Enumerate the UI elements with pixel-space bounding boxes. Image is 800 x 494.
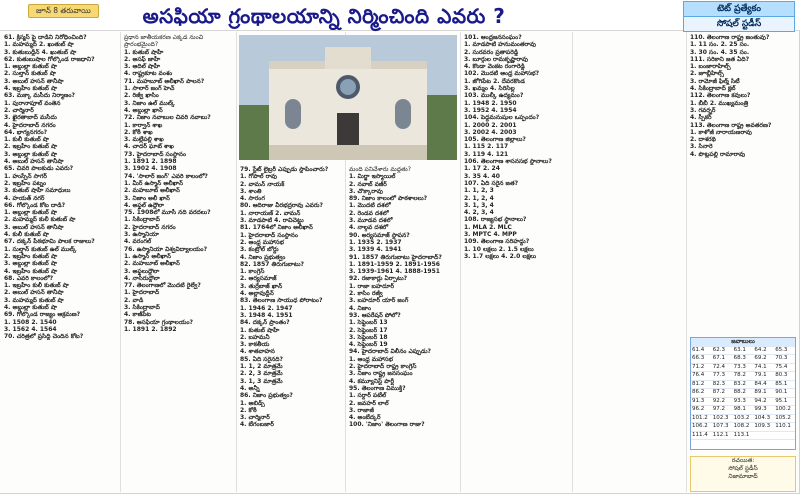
question-text: 3. అఫ్జలుద్దౌలా bbox=[124, 267, 160, 275]
question-text: 1. సర్దార్ పటేల్ bbox=[349, 392, 387, 400]
question-text: 1. కాంగ్రెస్ bbox=[240, 268, 265, 276]
answer-cell: 82.3 bbox=[712, 380, 733, 389]
question-text: 3. ఆదిల్ షాహీ bbox=[124, 63, 161, 71]
question-text: 1. సాలార్ జంగ్ హెచ్ bbox=[124, 85, 175, 93]
question-text: 3. కుతుబ్ షాహీ సమాధులు bbox=[4, 187, 71, 195]
answer-row bbox=[691, 347, 795, 355]
question-text: 2. నవాబ్ వజీర్ bbox=[349, 180, 387, 188]
question-text: 102. మొదటి ఆంధ్ర మహాసభ? bbox=[464, 70, 540, 78]
answer-cell: 71.2 bbox=[691, 363, 712, 372]
question-text: 4. స్పీకర్ bbox=[690, 114, 712, 122]
question-text: 3. నిజాం రాష్ట్ర జనసంఘం bbox=[349, 370, 413, 378]
question-text: 3. నిజాం అలీ ఖాన్ bbox=[124, 194, 170, 202]
column-2 bbox=[124, 34, 234, 490]
question-text: 1. 1935 2. 1937 bbox=[349, 238, 402, 246]
answer-cell: 80.3 bbox=[774, 372, 795, 381]
question-text: 2. చార్మినార్ bbox=[4, 106, 34, 114]
answer-cell: 98.1 bbox=[733, 406, 754, 415]
answer-cell: 73.3 bbox=[733, 363, 754, 372]
column-3 bbox=[240, 166, 344, 490]
question-text: 1. కార్వాన్ శాఖ bbox=[124, 121, 163, 129]
question-text: 92. రజాకార్లు ఏర్పాటు? bbox=[349, 275, 408, 283]
question-text: 86. నిజాం ప్రభుత్వం? bbox=[240, 392, 293, 400]
question-text: 94. హైదరాబాద్ విలీనం ఎప్పుడు? bbox=[349, 348, 432, 356]
answer-cell: 106.2 bbox=[691, 423, 712, 432]
question-text: 90. అర్యసమాజ్ స్థాపన? bbox=[349, 231, 410, 239]
answer-cell bbox=[774, 431, 795, 440]
question-text: 1. అబ్దుల్లా కుతుబ్ షా bbox=[4, 209, 58, 217]
question-text: 3. 1.7 లక్షలు 4. 2.0 లక్షలు bbox=[464, 252, 537, 260]
question-text: 3. అబ్దుల్లా కుతుబ్ షా bbox=[4, 150, 58, 158]
question-text: 2. ఇబ్రహీం పట్నం bbox=[4, 179, 47, 187]
question-text: 4. సారంగ bbox=[240, 195, 265, 203]
question-text: 113. తెలంగాణ రాష్ట్ర అవతరణ? bbox=[690, 121, 772, 129]
question-text: 112. తెలంగాణ కవులు? bbox=[690, 92, 751, 100]
question-text: 3. కంట్రోల్ బోర్డు bbox=[240, 246, 279, 254]
question-text: 4. అఫ్జల్ ఉద్దౌలా bbox=[124, 201, 165, 209]
question-text: 109. తెలంగాణ సరిహద్దు? bbox=[464, 238, 530, 246]
question-text: 4. హైదరాబాద్ నగరం bbox=[4, 121, 56, 129]
question-text: 2. హైదరాబాద్ నగరం bbox=[124, 223, 176, 231]
question-text: 106. తెలంగాణ శాసనసభ స్థానాలు? bbox=[464, 158, 552, 166]
question-text: 62. కుతుబుషాల గోల్కొండ రాజధాని? bbox=[4, 55, 95, 63]
question-text: 3. 1902 4. 1908 bbox=[124, 165, 177, 173]
question-text: 89. నిజాం కాలంలో పాఠశాలలు? bbox=[349, 195, 428, 203]
header-band bbox=[0, 0, 800, 31]
question-text: 2. అబుల్ హసన్ తానీషా bbox=[4, 289, 64, 297]
question-text: 3. చార్మినార్ bbox=[240, 414, 270, 422]
question-text: 1. 1891-1959 2. 1891-1956 bbox=[349, 260, 440, 268]
question-text: 1. హుస్సేన్ సాగర్ bbox=[4, 172, 47, 180]
answer-cell: 64.2 bbox=[753, 347, 774, 355]
answer-cell: 75.4 bbox=[774, 363, 795, 372]
question-text: 2. సుల్తాన్ కుతుబ్ షా bbox=[4, 70, 56, 78]
question-text: 1. ఉస్మాన్ అలీఖాన్ bbox=[124, 252, 171, 260]
question-text: 1. బీబీ 2. ముఖ్యమంత్రి bbox=[690, 99, 749, 107]
column-divider bbox=[686, 32, 687, 492]
question-text: 3. అబ్దుల్లా కుతుబ్ షా bbox=[4, 260, 58, 268]
credit-line-2: సోషల్ స్టడీస్ bbox=[728, 465, 758, 472]
answer-cell: 99.3 bbox=[753, 406, 774, 415]
question-text: 79. స్టేట్ లైబ్రరీ ఎప్పుడు స్థాపించారు? bbox=[240, 166, 329, 173]
answer-cell: 112.1 bbox=[712, 431, 733, 440]
question-text: 2. కాసిం రజ్వీ bbox=[349, 290, 383, 298]
answer-cell: 89.1 bbox=[753, 389, 774, 398]
answer-cell: 68.3 bbox=[733, 355, 754, 364]
question-text: 4. ఇబ్రహీం కుతుబ్ షా bbox=[4, 267, 58, 275]
question-text: 4. అంబేద్కర్ bbox=[349, 414, 381, 422]
question-text: 2. మహబూబ్ అలీఖాన్ bbox=[124, 260, 180, 268]
question-text: 4. రాష్ట్రకూట వంశం bbox=[124, 70, 173, 78]
question-text: 2. సెప్టెంబర్ 17 bbox=[349, 326, 388, 334]
question-text: 4. చాదర్ ఘాట్ శాఖ bbox=[124, 143, 174, 151]
option-text: మంది పనిచేశారు మద్దతు? bbox=[349, 166, 411, 173]
question-text: 73. హైదరాబాద్ సంస్థానం bbox=[124, 150, 187, 158]
question-text: 4. హయత్ నగర్ bbox=[4, 194, 45, 202]
answer-row bbox=[691, 431, 795, 440]
question-text: 2. కోఠీ శాఖ bbox=[124, 128, 153, 136]
question-text: 4. కమ్యూనిస్ట్ పార్టీ bbox=[349, 377, 395, 385]
answer-cell: 77.3 bbox=[712, 372, 733, 381]
column-6 bbox=[690, 34, 796, 332]
answer-row bbox=[691, 380, 795, 389]
question-text: 3. మాడపాటి 4. రావిచెట్టు bbox=[240, 217, 304, 225]
question-text: 3. శాంతి bbox=[240, 187, 262, 195]
question-text: 3. 1939-1961 4. 1888-1951 bbox=[349, 268, 440, 276]
question-text: 4. 2, 3, 4 bbox=[464, 209, 494, 217]
question-text: 1. 1508 2. 1540 bbox=[4, 318, 57, 326]
question-text: 1. నారాయణ్ 2. వామన్ bbox=[240, 209, 301, 217]
question-text: 71. మహబూబ్ అలీఖాన్ పాలన? bbox=[124, 77, 205, 85]
question-text: 3. సికింద్రాబాద్ bbox=[124, 303, 160, 311]
question-text: 2. కోఠీ bbox=[240, 406, 257, 414]
question-text: 1. రాజా బహదూర్ bbox=[349, 282, 395, 290]
question-text: 2. ఇబ్రహీం కుతుబ్ షా bbox=[4, 252, 58, 260]
question-text: 1. 1, 2 మాత్రమే bbox=[240, 363, 283, 371]
answer-cell: 85.1 bbox=[774, 380, 795, 389]
question-text: 2. హైదరాబాద్ రాష్ట్ర కాంగ్రెస్ bbox=[349, 363, 417, 371]
question-text: 2. రిజ్వీ ఖాసిం bbox=[124, 92, 159, 100]
answer-cell: 104.3 bbox=[753, 414, 774, 423]
question-text: 84. దక్కన్ ప్రాంతం? bbox=[240, 319, 290, 327]
question-text: 77. తెలంగాణలో మొదటి రైల్వే? bbox=[124, 282, 201, 290]
answer-key-title: జవాబులు bbox=[691, 338, 795, 346]
question-text: 3. అబుల్ హసన్ తానీషా bbox=[4, 77, 64, 85]
question-text: 2. జవహర్ లాల్ bbox=[349, 399, 389, 407]
answer-cell: 90.1 bbox=[774, 389, 795, 398]
question-text: 81. 1764లో నిజాం అలీఖాన్ bbox=[240, 224, 313, 232]
column-divider bbox=[572, 32, 573, 492]
question-text: 1. మీర్ ఉస్మాన్ అలీఖాన్ bbox=[124, 179, 183, 187]
question-text: 74. 'సాలార్ జంగ్' ఎవరి కాలంలో? bbox=[124, 172, 208, 180]
date-chip: జూన్ 8 తరువాయి bbox=[28, 4, 99, 18]
answer-cell: 107.3 bbox=[712, 423, 733, 432]
question-text: 64. భాగ్యనగరం? bbox=[4, 128, 48, 136]
building-illustration bbox=[239, 35, 457, 160]
question-text: 1. ఆంధ్ర మహాసభ bbox=[349, 355, 393, 363]
question-text: 1. 1946 2. 1947 bbox=[240, 304, 293, 312]
answer-cell: 91.3 bbox=[691, 397, 712, 406]
answer-cell: 79.1 bbox=[753, 372, 774, 381]
column-divider bbox=[120, 32, 121, 492]
question-text: 2. 1, 2, 4 bbox=[464, 194, 494, 202]
question-text: 4. అబ్దుల్లా ఖాన్ bbox=[124, 106, 163, 114]
question-text: 3. 119 4. 121 bbox=[464, 150, 509, 158]
question-text: 4. కాజీపేట bbox=[124, 311, 152, 319]
answer-cell: 63.1 bbox=[733, 347, 754, 355]
answer-cell: 83.2 bbox=[733, 380, 754, 389]
question-text: 83. తెలంగాణ సాయుధ పోరాటం? bbox=[240, 297, 323, 305]
page-headline: అసఫియా గ్రంథాలయాన్ని నిర్మించింది ఎవరు ? bbox=[142, 4, 506, 28]
question-text: 2. ఆంధ్ర మహాసభ bbox=[240, 238, 284, 246]
question-text: 3. ఉస్మానియా bbox=[124, 231, 159, 239]
option-text: ప్రధాన జాతీయకరణ ఎక్కడ నుంచి bbox=[124, 34, 204, 41]
question-text: 100. 'నిజాం' తెలంగాణ రాజు? bbox=[349, 421, 425, 429]
question-text: 3. 1, 3, 4 bbox=[464, 201, 494, 209]
question-text: 3. ఖైరతాబాద్ మసీదు bbox=[4, 114, 57, 122]
credit-line-3: నిజామాబాద్ bbox=[728, 473, 758, 480]
answer-row bbox=[691, 355, 795, 364]
question-text: 3. 1939 4. 1941 bbox=[349, 246, 402, 254]
column-4 bbox=[349, 166, 457, 490]
question-text: 4. నాల్గవ దశలో bbox=[349, 224, 389, 232]
question-text: 4. అన్నీ bbox=[240, 384, 260, 392]
answer-row bbox=[691, 406, 795, 415]
question-text: 1. మిర్జా ఇస్మాయిల్ bbox=[349, 173, 396, 181]
question-text: 1. మహమ్మద్ 2. ఖుతుబ్ షా bbox=[4, 41, 74, 49]
question-text: 2. జూబ్లీహిల్స్ bbox=[690, 70, 724, 78]
question-text: 1. పురానాపూల్ వంతెన bbox=[4, 99, 61, 107]
question-text: 1. కుతుబ్ షాహీ bbox=[124, 48, 164, 56]
question-text: 3. 1, 3 మాత్రమే bbox=[240, 377, 283, 385]
question-text: 3. మూడవ దశలో bbox=[349, 217, 393, 225]
question-text: 3. 1562 4. 1564 bbox=[4, 325, 57, 333]
question-text: 3. కుతుబుద్దీన్ 4. ఖుతుబ్ షా bbox=[4, 48, 77, 56]
question-text: 1. హైదరాబాద్ సంస్థానం bbox=[240, 231, 298, 239]
answer-cell: 67.1 bbox=[712, 355, 733, 364]
question-text: 1. సుల్తాన్ కుతుబ్ ఉల్ ముల్క్ bbox=[4, 245, 77, 253]
answer-row bbox=[691, 414, 795, 423]
question-text: 3. నిజాం ఉల్ ముల్క్ bbox=[124, 99, 175, 107]
question-text: 3. 35 4. 40 bbox=[464, 172, 500, 180]
question-text: 75. 1908లో మూసీ నది వరదలు? bbox=[124, 209, 211, 217]
question-text: 3. రాజాజీ bbox=[349, 406, 374, 414]
answer-cell: 84.4 bbox=[753, 380, 774, 389]
answer-cell: 76.4 bbox=[691, 372, 712, 381]
section-tag-subject: సోషల్ స్టడీస్ bbox=[683, 16, 795, 32]
question-text: 4. బేగంబజార్ bbox=[240, 421, 274, 429]
question-text: 3. 1952 4. 1954 bbox=[464, 106, 517, 114]
question-text: 69. గోల్కొండ రాజ్యం ఆక్రమణ? bbox=[4, 311, 81, 319]
question-text: 4. పొట్లపల్లి రామారావు bbox=[690, 150, 746, 158]
question-text: 1. మాడపాటి హనుమంతరావు bbox=[464, 41, 536, 49]
question-text: 4. నాసిరుద్దౌలా bbox=[124, 274, 160, 282]
question-text: 76. ఉస్మానియా విశ్వవిద్యాలయం? bbox=[124, 245, 208, 253]
question-text: 1. 1948 2. 1950 bbox=[464, 99, 517, 107]
question-text: 68. ఎవరి కాలంలో? bbox=[4, 274, 54, 282]
column-1 bbox=[4, 34, 118, 490]
answer-key-table bbox=[690, 337, 796, 450]
question-text: 3. 1948 4. 1951 bbox=[240, 311, 293, 319]
answer-row bbox=[691, 423, 795, 432]
question-text: 63. మక్కా మసీదు నిర్మాణం? bbox=[4, 92, 76, 100]
answer-cell: 62.3 bbox=[712, 347, 733, 355]
answer-cell: 100.2 bbox=[774, 406, 795, 415]
question-text: 2. రెండవ దశలో bbox=[349, 209, 389, 217]
question-text: 3. సెప్టెంబర్ 18 bbox=[349, 333, 388, 341]
question-text: 1. సికింద్రాబాద్ bbox=[124, 216, 160, 224]
answer-cell: 113.1 bbox=[733, 431, 754, 440]
answer-cell: 96.2 bbox=[691, 406, 712, 415]
question-text: 3. రామోజీ ఫిల్మ్ సిటీ bbox=[690, 77, 740, 85]
answer-cell: 66.3 bbox=[691, 355, 712, 364]
question-text: 3. బహదూర్ యార్ జంగ్ bbox=[349, 297, 409, 305]
question-text: 1. సెప్టెంబర్ 13 bbox=[349, 319, 388, 327]
question-text: 2. 2, 3 మాత్రమే bbox=[240, 370, 283, 378]
question-text: 4. కులీ కుతుబ్ షా bbox=[4, 231, 49, 239]
question-text: 3. మహమ్మద్ కుతుబ్ షా bbox=[4, 296, 64, 304]
question-text: 110. తెలంగాణ రాష్ట్ర జంతువు? bbox=[690, 34, 770, 41]
option-text: ప్రారంభమైంది? bbox=[124, 41, 159, 49]
answer-cell: 87.2 bbox=[712, 389, 733, 398]
question-text: 2. ఆర్యసమాజ్ bbox=[240, 275, 277, 283]
answer-cell: 78.2 bbox=[733, 372, 754, 381]
question-text: 105. తెలంగాణ జిల్లాలు? bbox=[464, 136, 526, 144]
question-text: 2. ఇబ్రహీం కుతుబ్ షా bbox=[4, 143, 58, 151]
answer-cell: 69.2 bbox=[753, 355, 774, 364]
answer-cell: 94.2 bbox=[753, 397, 774, 406]
question-text: 70. చరిత్రలో ప్రసిద్ధి చెందిన కోట? bbox=[4, 333, 84, 341]
question-text: 85. ఏది సరైనది? bbox=[240, 355, 284, 363]
answer-cell: 109.3 bbox=[753, 423, 774, 432]
question-text: 67. దక్కన్ పీఠభూమి పాలక రాజులు? bbox=[4, 238, 95, 246]
question-text: 91. 1857 తిరుగుబాటు హైదరాబాద్? bbox=[349, 253, 442, 261]
question-text: 1. 1891 2. 1898 bbox=[124, 158, 177, 166]
answer-cell: 74.1 bbox=[753, 363, 774, 372]
question-text: 107. ఏది సరైన జత? bbox=[464, 179, 519, 187]
question-text: 4. సికింద్రాబాద్ క్లబ్ bbox=[690, 85, 736, 93]
question-text: 2. దాశరథి bbox=[690, 136, 716, 144]
answer-cell: 88.2 bbox=[733, 389, 754, 398]
question-text: 103. ముల్కీ ఉద్యమం? bbox=[464, 92, 524, 100]
question-text: 1. కుతుబ్ షాహీ bbox=[240, 326, 280, 334]
question-text: 1. MLA 2. MLC bbox=[464, 223, 512, 231]
answer-row bbox=[691, 372, 795, 381]
question-text: 1. కులీ కుతుబ్ షా bbox=[4, 136, 49, 144]
question-text: 3. మల్లేపల్లి శాఖ bbox=[124, 136, 164, 144]
answer-row bbox=[691, 363, 795, 372]
answer-cell: 111.4 bbox=[691, 431, 712, 440]
question-text: 1. ఇబ్రహీం కులీ కుతుబ్ షా bbox=[4, 282, 69, 290]
answer-cell: 86.2 bbox=[691, 389, 712, 398]
question-text: 72. నిజాం నవాబుల చివరి నవాబు? bbox=[124, 114, 211, 122]
author-credit bbox=[690, 456, 796, 492]
question-text: 1. జోగిపేట 2. దేవరకొండ bbox=[464, 77, 525, 85]
answer-cell: 102.3 bbox=[712, 414, 733, 423]
column-divider bbox=[460, 32, 461, 492]
answer-cell: 92.2 bbox=[712, 397, 733, 406]
question-text: 3. కాకతీయ bbox=[240, 341, 270, 349]
question-text: 4. అబ్దుల్లా కుతుబ్ షా bbox=[4, 303, 58, 311]
question-text: 3. చొక్కారావు bbox=[349, 187, 383, 195]
question-text: 1. 1, 2, 3 bbox=[464, 187, 494, 195]
question-text: 3. సినారె bbox=[690, 143, 713, 151]
question-text: 66. గోల్కొండ కోట దాడి? bbox=[4, 201, 66, 209]
question-text: 2. సురవరం ప్రతాపరెడ్డి bbox=[464, 48, 519, 56]
question-text: 2. మహబూబ్ అలీఖాన్ bbox=[124, 187, 180, 195]
question-text: 1. అబిడ్స్ bbox=[240, 399, 265, 407]
answer-cell: 93.3 bbox=[733, 397, 754, 406]
question-text: 4. ఇబ్రహీం కుతుబ్ షా bbox=[4, 85, 58, 93]
question-text: 3. గవర్నర్ bbox=[690, 106, 716, 114]
question-text: 1. గోపాల్ రావు bbox=[240, 173, 278, 181]
answer-cell: 101.2 bbox=[691, 414, 712, 423]
question-text: 78. అసఫియా గ్రంథాలయం? bbox=[124, 318, 193, 326]
question-text: 3. 30 సం. 4. 35 సం. bbox=[690, 48, 750, 56]
answer-cell: 108.2 bbox=[733, 423, 754, 432]
answer-cell bbox=[753, 431, 774, 440]
question-text: 93. ఆపరేషన్ పోలో? bbox=[349, 311, 401, 319]
credit-line-1: రచయిత: bbox=[731, 457, 755, 464]
question-text: 108. రాజ్యసభ స్థానాలు? bbox=[464, 216, 527, 224]
question-text: 61. క్రిస్మస్ పై దాడిని నిరోధించింది? bbox=[4, 34, 87, 41]
section-tag-tet: టెట్ ప్రత్యేకం bbox=[683, 1, 795, 17]
answer-cell: 97.2 bbox=[712, 406, 733, 415]
question-text: 1. 10 లక్షలు 2. 1.5 లక్షలు bbox=[464, 245, 534, 253]
question-text: 1. బంజారాహిల్స్ bbox=[690, 63, 731, 71]
column-5 bbox=[464, 34, 570, 490]
question-text: 4. అబుల్ హసన్ తానీషా bbox=[4, 158, 64, 166]
question-text: 4. అల్లావుద్దీన్ bbox=[240, 290, 274, 298]
question-text: 2. బహమనీ bbox=[240, 333, 270, 341]
answer-cell: 103.2 bbox=[733, 414, 754, 423]
answer-cell: 70.3 bbox=[774, 355, 795, 364]
question-text: 95. తెలంగాణ విముక్తి? bbox=[349, 384, 406, 392]
question-text: 4. నిజాం bbox=[349, 304, 372, 312]
question-text: 4. శాతవాహన bbox=[240, 348, 275, 356]
question-text: 1. కాళోజీ నారాయణరావు bbox=[690, 128, 752, 136]
question-text: 65. చివరి పాలకుడు ఎవరు? bbox=[4, 165, 74, 173]
question-text: 111. సరికాని జత ఏది? bbox=[690, 55, 750, 63]
answer-cell: 81.2 bbox=[691, 380, 712, 389]
question-text: 2. మహమ్మద్ కులీ కుతుబ్ షా bbox=[4, 216, 76, 224]
question-text: 3. అబుల్ హసన్ తానీషా bbox=[4, 223, 64, 231]
question-text: 3. 2002 4. 2003 bbox=[464, 128, 517, 136]
question-text: 1. మొదటి దశలో bbox=[349, 202, 391, 210]
question-text: 1. 115 2. 117 bbox=[464, 143, 509, 151]
question-text: 4. కొండా వెంకట రంగారెడ్డి bbox=[464, 63, 525, 71]
question-text: 104. పెద్దమనుషుల ఒప్పందం? bbox=[464, 114, 540, 122]
question-text: 1. 17 2. 24 bbox=[464, 165, 500, 173]
question-text: 3. MPTC 4. MPP bbox=[464, 231, 517, 239]
question-text: 82. 1857 తిరుగుబాటు? bbox=[240, 260, 305, 268]
answer-cell: 105.2 bbox=[774, 414, 795, 423]
answer-row bbox=[691, 397, 795, 406]
question-text: 1. 1891 2. 1892 bbox=[124, 325, 177, 333]
question-text: 4. నిజాం ప్రభుత్వం bbox=[240, 253, 286, 261]
question-text: 3. బూర్గుల రామకృష్ణారావు bbox=[464, 55, 528, 63]
answer-cell: 110.1 bbox=[774, 423, 795, 432]
question-text: 2. వామన్ నాయక్ bbox=[240, 180, 285, 188]
answer-cell: 95.1 bbox=[774, 397, 795, 406]
answer-cell: 61.4 bbox=[691, 347, 712, 355]
question-text: 1. అబ్దుల్లా కుతుబ్ షా bbox=[4, 63, 58, 71]
question-text: 1. 11 సం. 2. 25 సం. bbox=[690, 41, 750, 49]
question-text: 4. వరంగల్ bbox=[124, 238, 152, 246]
question-text: 3. ఖమ్మం 4. సిరిసిల్ల bbox=[464, 85, 515, 93]
question-text: 80. ఆదిరాజు వీరభద్రరావు ఎవరు? bbox=[240, 202, 323, 210]
library-building-photo bbox=[239, 35, 457, 160]
question-text: 1. హైదరాబాద్ bbox=[124, 289, 160, 297]
answer-row bbox=[691, 389, 795, 398]
column-divider bbox=[236, 32, 237, 492]
question-text: 1. 2000 2. 2001 bbox=[464, 121, 517, 129]
answer-cell: 72.4 bbox=[712, 363, 733, 372]
answer-cell: 65.3 bbox=[774, 347, 795, 355]
question-text: 2. వాడి bbox=[124, 296, 144, 304]
question-text: 101. ఆంధ్రజనసంఘం? bbox=[464, 34, 522, 41]
question-text: 3. తుర్రేబాజ్ ఖాన్ bbox=[240, 282, 283, 290]
question-text: 4. సెప్టెంబర్ 19 bbox=[349, 341, 388, 349]
question-text: 2. అసఫ్ జాహీ bbox=[124, 55, 161, 63]
